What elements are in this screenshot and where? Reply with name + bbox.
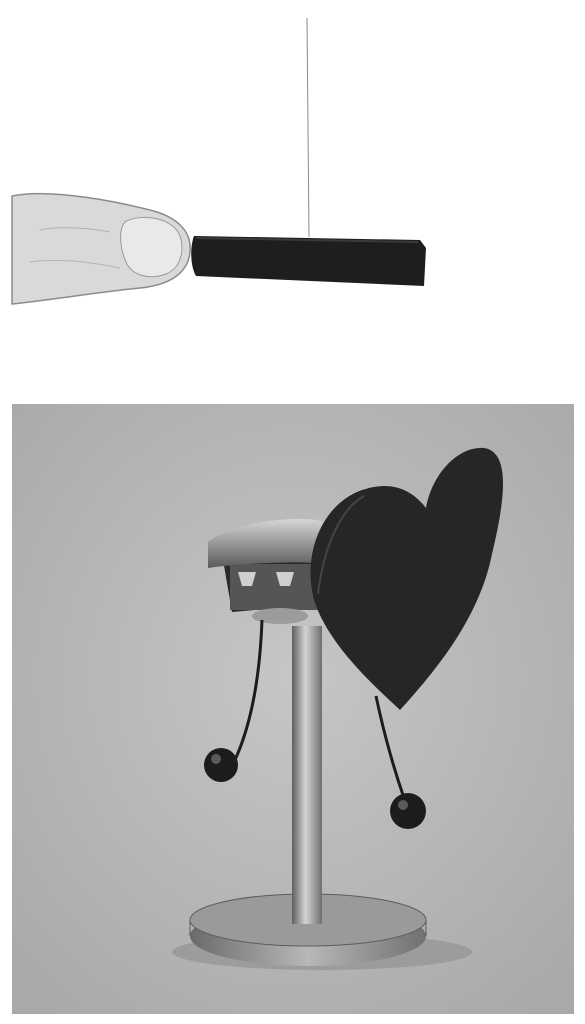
stand-pole <box>292 626 322 924</box>
right-ball-highlight <box>398 800 408 810</box>
top-background <box>0 0 585 390</box>
top-photo-svg <box>0 0 585 390</box>
left-ball <box>204 748 238 782</box>
right-ball <box>390 793 426 829</box>
top-photo <box>0 0 585 390</box>
pivot-bracket <box>230 564 322 610</box>
bottom-photo <box>12 404 574 1014</box>
pivot-collar <box>252 608 308 624</box>
left-ball-highlight <box>211 754 221 764</box>
bottom-photo-svg <box>12 404 574 1014</box>
fingernail <box>121 217 182 276</box>
